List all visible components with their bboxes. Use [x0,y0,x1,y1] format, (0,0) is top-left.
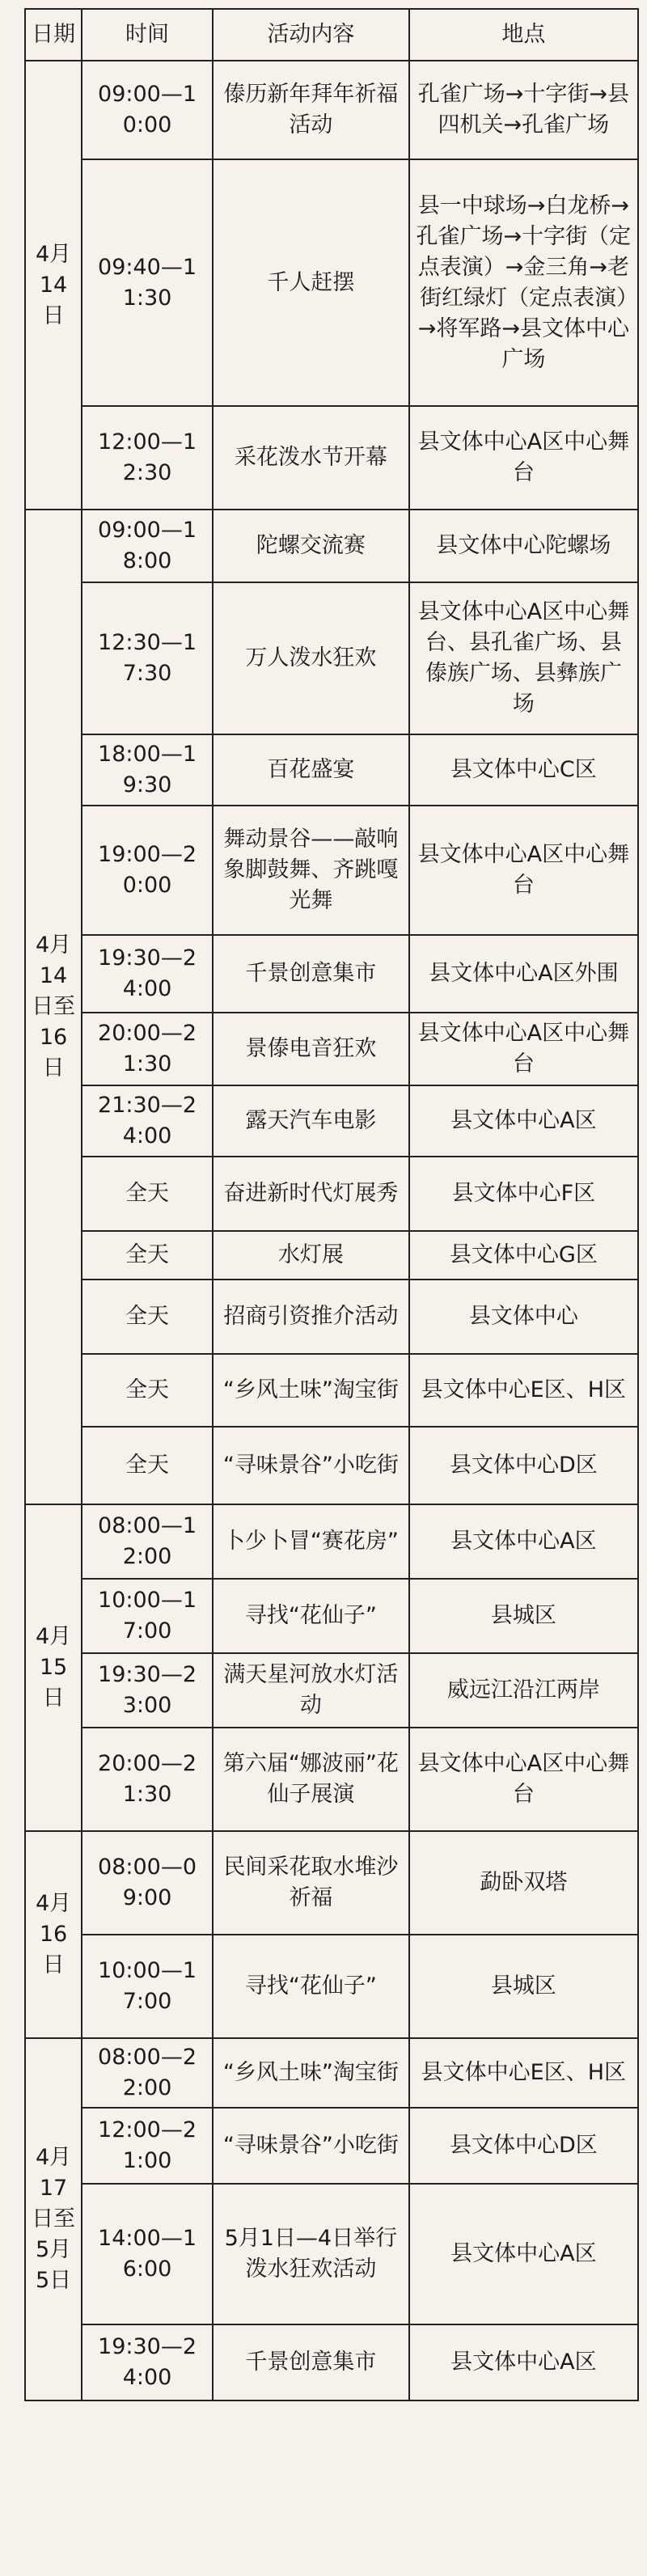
date-cell: 4月15日 [25,1504,82,1831]
time-cell: 19:30—24:00 [82,935,213,1013]
time-cell: 12:30—17:30 [82,582,213,734]
location-cell: 县文体中心陀螺场 [409,510,638,582]
time-cell: 20:00—21:30 [82,1728,213,1831]
table-row [25,935,638,1013]
location-cell: 县文体中心A区中心舞台 [409,1728,638,1831]
activity-cell: 招商引资推介活动 [213,1280,409,1354]
location-cell: 县文体中心E区、H区 [409,1354,638,1427]
activity-cell: “寻味景谷”小吃街 [213,1427,409,1504]
activity-cell: “乡风土味”淘宝街 [213,2038,409,2108]
table-row [25,1013,638,1085]
activity-cell: 第六届“娜波丽”花仙子展演 [213,1728,409,1831]
location-cell: 县文体中心A区中心舞台 [409,806,638,935]
activity-cell: 卜少卜冒“赛花房” [213,1504,409,1579]
date-cell: 4月17日至5月5日 [25,2038,82,2400]
location-cell: 县文体中心A区 [409,1085,638,1157]
header-time: 时间 [82,9,213,61]
activity-cell: 寻找“花仙子” [213,1579,409,1653]
table-row [25,1504,638,1579]
schedule-sheet [24,8,639,2401]
time-cell: 全天 [82,1280,213,1354]
time-cell: 全天 [82,1231,213,1280]
table-row [25,2324,638,2400]
location-cell: 县文体中心A区 [409,2184,638,2324]
activity-cell: 千景创意集市 [213,935,409,1013]
location-cell: 县文体中心E区、H区 [409,2038,638,2108]
header-date: 日期 [25,9,82,61]
table-row [25,159,638,406]
table-row [25,1831,638,1935]
table-row [25,582,638,734]
time-cell: 19:00—20:00 [82,806,213,935]
location-cell: 县文体中心D区 [409,1427,638,1504]
table-row [25,1579,638,1653]
date-cell: 4月14日 [25,61,82,510]
time-cell: 19:30—24:00 [82,2324,213,2400]
location-cell: 县文体中心C区 [409,734,638,806]
schedule-table [24,8,639,2401]
table-row [25,510,638,582]
header-location: 地点 [409,9,638,61]
table-row [25,1085,638,1157]
activity-cell: 采花泼水节开幕 [213,406,409,510]
location-cell: 县文体中心D区 [409,2108,638,2184]
activity-cell: “乡风土味”淘宝街 [213,1354,409,1427]
table-row [25,1280,638,1354]
activity-cell: 百花盛宴 [213,734,409,806]
activity-cell: 满天星河放水灯活动 [213,1653,409,1728]
time-cell: 14:00—16:00 [82,2184,213,2324]
table-row [25,1728,638,1831]
location-cell: 县城区 [409,1935,638,2038]
table-row [25,806,638,935]
location-cell: 县文体中心A区中心舞台 [409,406,638,510]
location-cell: 县文体中心A区 [409,2324,638,2400]
time-cell: 09:40—11:30 [82,159,213,406]
activity-cell: 舞动景谷——敲响象脚鼓舞、齐跳嘎光舞 [213,806,409,935]
activity-cell: 景傣电音狂欢 [213,1013,409,1085]
time-cell: 09:00—10:00 [82,61,213,159]
time-cell: 18:00—19:30 [82,734,213,806]
activity-cell: 万人泼水狂欢 [213,582,409,734]
time-cell: 08:00—22:00 [82,2038,213,2108]
time-cell: 09:00—18:00 [82,510,213,582]
time-cell: 全天 [82,1354,213,1427]
time-cell: 10:00—17:00 [82,1935,213,2038]
time-cell: 21:30—24:00 [82,1085,213,1157]
time-cell: 10:00—17:00 [82,1579,213,1653]
time-cell: 12:00—12:30 [82,406,213,510]
location-cell: 县文体中心A区中心舞台、县孔雀广场、县傣族广场、县彝族广场 [409,582,638,734]
activity-cell: 陀螺交流赛 [213,510,409,582]
date-cell: 4月16日 [25,1831,82,2038]
table-row [25,1231,638,1280]
location-cell: 县文体中心 [409,1280,638,1354]
activity-cell: 奋进新时代灯展秀 [213,1157,409,1231]
location-cell: 县文体中心A区 [409,1504,638,1579]
time-cell: 19:30—23:00 [82,1653,213,1728]
table-row [25,2038,638,2108]
location-cell: 县文体中心G区 [409,1231,638,1280]
table-row [25,2184,638,2324]
location-cell: 威远江沿江两岸 [409,1653,638,1728]
date-cell: 4月14日至16日 [25,510,82,1504]
header-activity: 活动内容 [213,9,409,61]
activity-cell: 5月1日—4日举行泼水狂欢活动 [213,2184,409,2324]
table-row [25,406,638,510]
location-cell: 孔雀广场→十字街→县四机关→孔雀广场 [409,61,638,159]
activity-cell: 千景创意集市 [213,2324,409,2400]
table-row [25,734,638,806]
activity-cell: “寻味景谷”小吃街 [213,2108,409,2184]
table-row [25,1935,638,2038]
time-cell: 20:00—21:30 [82,1013,213,1085]
location-cell: 县文体中心A区外围 [409,935,638,1013]
activity-cell: 寻找“花仙子” [213,1935,409,2038]
header-row [25,9,638,61]
schedule-body [25,61,638,2400]
activity-cell: 民间采花取水堆沙祈福 [213,1831,409,1935]
table-row [25,1157,638,1231]
location-cell: 县城区 [409,1579,638,1653]
time-cell: 08:00—12:00 [82,1504,213,1579]
activity-cell: 露天汽车电影 [213,1085,409,1157]
activity-cell: 水灯展 [213,1231,409,1280]
activity-cell: 傣历新年拜年祈福活动 [213,61,409,159]
location-cell: 县文体中心F区 [409,1157,638,1231]
table-row [25,1427,638,1504]
table-row [25,61,638,159]
table-row [25,1653,638,1728]
table-row [25,2108,638,2184]
location-cell: 勐卧双塔 [409,1831,638,1935]
time-cell: 08:00—09:00 [82,1831,213,1935]
time-cell: 全天 [82,1427,213,1504]
table-row [25,1354,638,1427]
time-cell: 12:00—21:00 [82,2108,213,2184]
location-cell: 县一中球场→白龙桥→孔雀广场→十字街（定点表演）→金三角→老街红绿灯（定点表演）→将军路→县文体中心广场 [409,159,638,406]
activity-cell: 千人赶摆 [213,159,409,406]
location-cell: 县文体中心A区中心舞台 [409,1013,638,1085]
time-cell: 全天 [82,1157,213,1231]
